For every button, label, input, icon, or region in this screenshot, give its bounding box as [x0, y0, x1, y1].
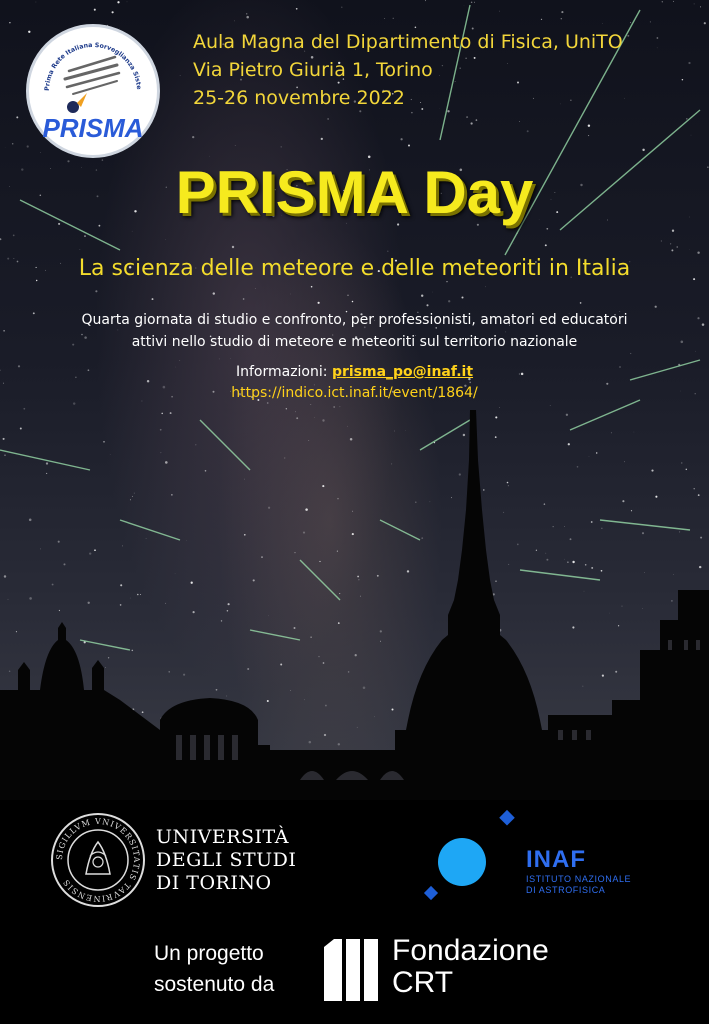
unito-seal-icon	[50, 812, 146, 908]
unito-logo	[50, 812, 310, 908]
event-url-link[interactable]: https://indico.ict.inaf.it/event/1864/	[231, 385, 478, 401]
inaf-name: INAF	[526, 846, 586, 873]
unito-name-line-1: UNIVERSITÀ	[156, 826, 289, 848]
inaf-mark-icon	[420, 806, 530, 906]
info-label: Informazioni:	[235, 364, 332, 380]
fondazione-crt-logo	[324, 935, 584, 1005]
inaf-sub-line-2: DI ASTROFISICA	[526, 885, 606, 895]
prisma-logo-icon	[29, 27, 157, 155]
prisma-ring-text: Prima Rete Italiana Sorveglianza Siste	[43, 41, 143, 92]
unito-seal-text: SIGILLVM VNIVERSITATIS TAVRINENSIS	[54, 816, 142, 904]
sponsor-text	[154, 938, 274, 1000]
venue-address: Via Pietro Giuria 1, Torino	[193, 59, 433, 81]
description-line-1: Quarta giornata di studio e confronto, per professionisti, amatori ed educatori	[81, 312, 628, 328]
crt-name-line-2: CRT	[392, 966, 454, 999]
contact-info	[0, 362, 709, 404]
event-subtitle: La scienza delle meteore e delle meteoriti in Italia	[78, 256, 631, 281]
event-description	[0, 309, 709, 353]
inaf-logo	[420, 806, 670, 906]
description-line-2: attivi nello studio di meteore e meteoriti sul territorio nazionale	[131, 334, 578, 350]
crt-mark-icon	[324, 935, 382, 1001]
crt-name-line-1: Fondazione	[392, 934, 549, 967]
sponsor-line-1: Un progetto	[154, 942, 264, 965]
unito-name-line-3: DI TORINO	[156, 872, 272, 894]
venue-block	[193, 28, 623, 112]
inaf-sub-line-1: ISTITUTO NAZIONALE	[526, 874, 632, 884]
unito-name-line-2: DEGLI STUDI	[156, 849, 297, 871]
venue-date: 25-26 novembre 2022	[193, 87, 405, 109]
venue-location: Aula Magna del Dipartimento di Fisica, UniTO	[193, 31, 623, 53]
contact-email-link[interactable]: prisma_po@inaf.it	[331, 364, 474, 380]
sponsor-line-2: sostenuto da	[154, 973, 275, 996]
prisma-logo	[26, 24, 160, 158]
event-title: PRISMA Day	[175, 159, 534, 226]
prisma-logo-name: PRISMA	[42, 113, 144, 143]
